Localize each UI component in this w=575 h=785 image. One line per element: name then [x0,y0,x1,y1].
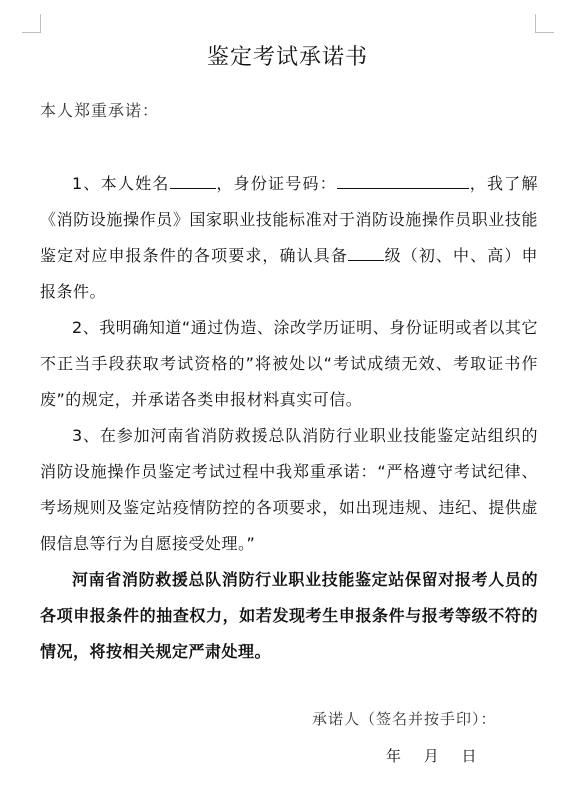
item1-text-a: 1、本人姓名 [72,174,170,193]
item1-text-c: ，我了解《消防设施操作员》国家职业技能标准对于消防设施操作员职业技能鉴定对应申报条件的各项要求，确认具备 [40,174,538,265]
item1-text-b: ，身份证号码： [215,174,338,193]
item1-text-d: 级（初、中、高）申报条件。 [40,246,538,301]
signature-line: 承诺人（签名并按手印）： [312,710,497,728]
level-blank [348,242,384,261]
intro-line: 本人郑重承诺： [40,101,160,120]
date-line: 年 月 日 [386,747,477,765]
paragraph-item-2: 2、我明确知道“通过伪造、涂改学历证明、身份证明或者以其它不正当手段获取考试资格的”将被处以“考试成绩无效、考取证书作废”的规定，并承诺各类申报材料真实可信。 [40,318,538,409]
document-title: 鉴定考试承诺书 [206,45,368,70]
crop-mark-top-right [535,14,554,33]
paragraph-item-1 [40,166,538,310]
name-blank [170,170,216,189]
crop-mark-top-left [22,14,41,33]
document-body [40,166,538,670]
id-number-blank [337,170,469,189]
notice-paragraph: 河南省消防救援总队消防行业职业技能鉴定站保留对报考人员的各项申报条件的抽查权力，如若发现考生申报条件与报考等级不符的情况，将按相关规定严肃处理。 [40,570,538,661]
paragraph-item-3: 3、在参加河南省消防救援总队消防行业职业技能鉴定站组织的消防设施操作员鉴定考试过程中我郑重承诺：“严格遵守考试纪律、考场规则及鉴定站疫情防控的各项要求，如出现违规、违纪、提供虚假信息等行为自愿接受处理。” [40,426,538,553]
